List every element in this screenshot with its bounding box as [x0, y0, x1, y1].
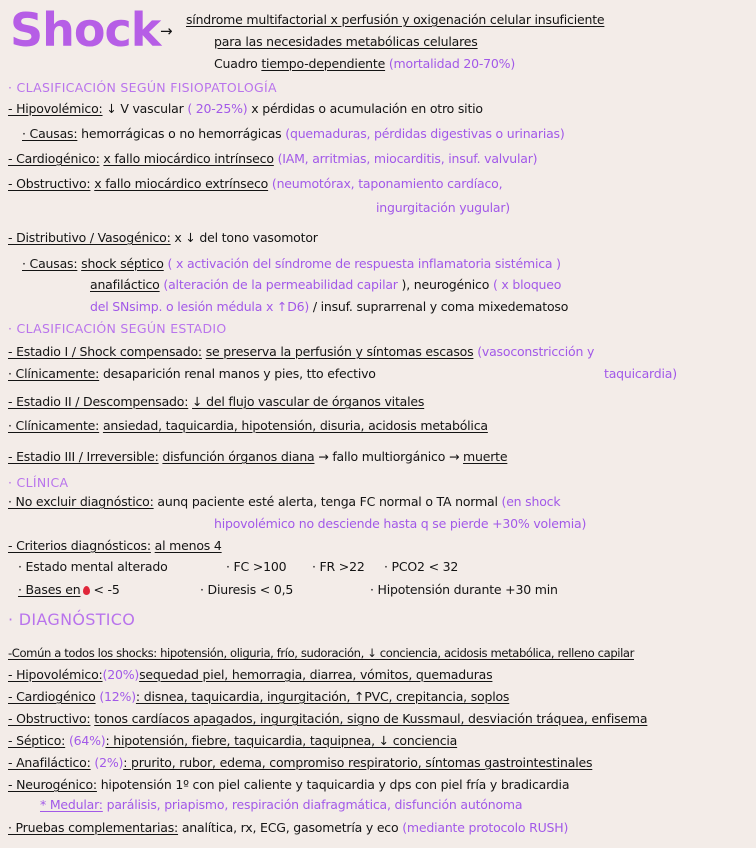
neurogenico-line: del SNsimp. o lesión médula x ↑D6) / insuf. suprarrenal y coma mixedematoso	[90, 299, 569, 314]
criterio-fr: · FR >22	[312, 559, 365, 574]
clinica-estadio-2-line: · Clínicamente: ansiedad, taquicardia, hipotensión, disuria, acidosis metabólica	[8, 418, 488, 433]
criterio-pco2: · PCO2 < 32	[384, 559, 459, 574]
diag-hipovolemico-line: - Hipovolémico:(20%)sequedad piel, hemorragia, diarrea, vómitos, quemaduras	[8, 667, 493, 682]
distributivo-line: - Distributivo / Vasogénico: x ↓ del tono vasomotor	[8, 230, 318, 245]
criterio-estado-mental: · Estado mental alterado	[18, 559, 168, 574]
section-heading-diagnostico: · DIAGNÓSTICO	[8, 610, 136, 629]
no-excluir-line: · No excluir diagnóstico: aunq paciente esté alerta, tenga FC normal o TA normal (en shock	[8, 494, 561, 509]
diag-neurogenico-line: - Neurogénico: hipotensión 1º con piel caliente y taquicardia y dps con piel fría y bradicardia	[8, 777, 570, 792]
causas-distributivo-line: · Causas: shock séptico ( x activación del síndrome de respuesta inflamatoria sistémica )	[22, 256, 561, 271]
diag-medular-line: * Medular: parálisis, priapismo, respiración diafragmática, disfunción autónoma	[40, 797, 523, 812]
definition-line-2: para las necesidades metabólicas celulares	[214, 34, 478, 49]
hipovolemico-line: - Hipovolémico: ↓ V vascular ( 20-25%) x pérdidas o acumulación en otro sitio	[8, 101, 483, 116]
diag-obstructivo-line: - Obstructivo: tonos cardíacos apagados, ingurgitación, signo de Kussmaul, desviación tráquea, enfisema	[8, 711, 648, 726]
section-heading-fisiopatologia: · CLASIFICACIÓN SEGÚN FISIOPATOLOGÍA	[8, 80, 277, 95]
causas-hipovolemico-line: · Causas: hemorrágicas o no hemorrágicas (quemaduras, pérdidas digestivas o urinarias)	[22, 126, 565, 141]
section-heading-estadio: · CLASIFICACIÓN SEGÚN ESTADIO	[8, 321, 227, 336]
comun-line: -Común a todos los shocks: hipotensión, oliguria, frío, sudoración, ↓ conciencia, acidosis metabólica, relleno capilar	[8, 646, 634, 660]
diag-cardiogenico-line: - Cardiogénico (12%): disnea, taquicardia, ingurgitación, ↑PVC, crepitancia, soplos	[8, 689, 510, 704]
title-arrow: →	[160, 22, 173, 40]
criterio-diuresis: · Diuresis < 0,5	[200, 582, 294, 597]
diag-septico-line: - Séptico: (64%): hipotensión, fiebre, taquicardia, taquipnea, ↓ conciencia	[8, 733, 458, 748]
anafilactico-line: anafiláctico (alteración de la permeabilidad capilar ), neurogénico ( x bloqueo	[90, 277, 562, 292]
clinica-estadio-1-note: taquicardia)	[604, 366, 677, 381]
criterio-fc: · FC >100	[226, 559, 287, 574]
estadio-3-line: - Estadio III / Irreversible: disfunción órganos diana → fallo multiorgánico → muerte	[8, 449, 508, 464]
page-title: Shock	[10, 3, 161, 57]
drop-icon	[83, 586, 90, 595]
pruebas-line: · Pruebas complementarias: analítica, rx, ECG, gasometría y eco (mediante protocolo RUSH)	[8, 820, 569, 835]
clinica-estadio-1-line: · Clínicamente: desaparición renal manos y pies, tto efectivo	[8, 366, 376, 381]
cardiogenico-line: - Cardiogénico: x fallo miocárdico intrínseco (IAM, arritmias, miocarditis, insuf. valvular)	[8, 151, 538, 166]
diag-anafilactico-line: - Anafiláctico: (2%): prurito, rubor, edema, compromiso respiratorio, síntomas gastrointestinales	[8, 755, 593, 770]
estadio-1-line: - Estadio I / Shock compensado: se preserva la perfusión y síntomas escasos (vasoconstricción y	[8, 344, 595, 359]
definition-line-3: Cuadro tiempo-dependiente (mortalidad 20-70%)	[214, 56, 516, 71]
obstructivo-line-cont: ingurgitación yugular)	[376, 200, 510, 215]
no-excluir-line-cont: hipovolémico no desciende hasta q se pierde +30% volemia)	[214, 516, 587, 531]
criterio-hipotension: · Hipotensión durante +30 min	[370, 582, 558, 597]
estadio-2-line: - Estadio II / Descompensado: ↓ del flujo vascular de órganos vitales	[8, 394, 425, 409]
criterios-line: - Criterios diagnósticos: al menos 4	[8, 538, 222, 553]
obstructivo-line: - Obstructivo: x fallo miocárdico extrínseco (neumotórax, taponamiento cardíaco,	[8, 176, 503, 191]
criterio-bases: · Bases en < -5	[18, 582, 120, 597]
definition-line-1: síndrome multifactorial x perfusión y oxigenación celular insuficiente	[186, 12, 605, 27]
section-heading-clinica: · CLÍNICA	[8, 475, 69, 490]
